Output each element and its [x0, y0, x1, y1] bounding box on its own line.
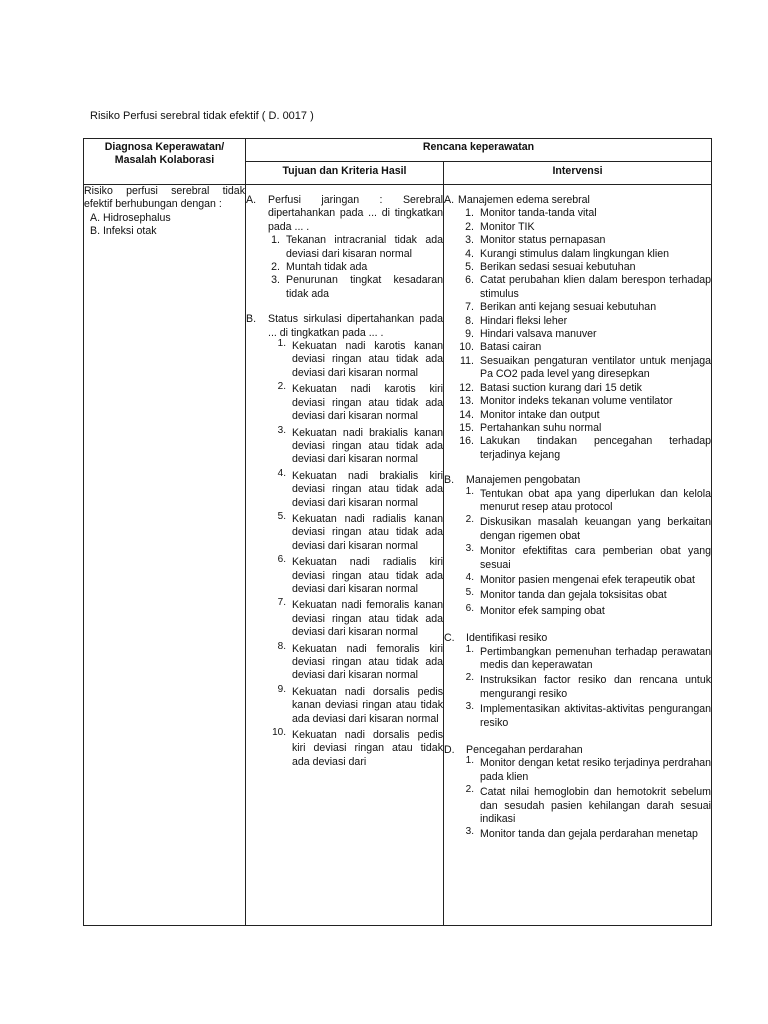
intervensi-item [444, 207, 711, 220]
tujuan-section-letter: A. [246, 194, 257, 206]
intervensi-text: Batasi suction kurang dari 15 detik [480, 381, 642, 394]
criteria-number: 5. [277, 510, 286, 522]
criteria-number: 9. [277, 683, 286, 695]
intervensi-text: Monitor efektifitas cara pemberian obat yang sesuai [480, 545, 712, 571]
intervensi-item [444, 328, 711, 341]
intervensi-item [444, 301, 711, 314]
intervensi-section-letter: A. [444, 194, 455, 206]
intervensi-text: Hindari valsava manuver [480, 328, 597, 341]
intervensi-number: 1. [465, 755, 474, 767]
criteria-number: 2. [277, 381, 286, 393]
intervensi-item [444, 516, 711, 543]
intervensi-item-list [444, 757, 711, 841]
intervensi-item [444, 395, 711, 408]
intervensi-text: Monitor tanda-tanda vital [480, 207, 597, 220]
tujuan-criteria-item [246, 640, 443, 683]
intervensi-item [444, 382, 711, 395]
tujuan-criteria-item [246, 234, 443, 261]
tujuan-section-heading [246, 194, 443, 234]
intervensi-text: Implementasikan aktivitas-aktivitas pengurangan resiko [480, 703, 712, 729]
tujuan-criteria-item [246, 467, 443, 510]
header-intervensi-label: Intervensi [552, 165, 603, 177]
intervensi-text: Monitor efek samping obat [480, 604, 605, 617]
criteria-number: 3. [271, 274, 280, 287]
section-gap [444, 620, 711, 632]
intervensi-text: Monitor intake dan output [480, 408, 600, 421]
section-gap [246, 301, 443, 313]
intervensi-text: Monitor TIK [480, 220, 535, 233]
criteria-number: 1. [271, 234, 280, 247]
intervensi-number: 1. [465, 643, 474, 655]
intervensi-section-title: Pencegahan perdarahan [466, 744, 583, 757]
tujuan-criteria-list [246, 234, 443, 301]
intervensi-number: 12. [459, 381, 474, 394]
tujuan-criteria-item [246, 340, 443, 380]
intervensi-item [444, 571, 711, 587]
intervensi-item [444, 828, 711, 841]
header-rencana-label: Rencana keperawatan [422, 141, 535, 153]
intervensi-text: Monitor pasien mengenai efek terapeutik obat [480, 573, 695, 586]
intervensi-number: 8. [465, 314, 474, 327]
tujuan-list [246, 194, 443, 769]
intervensi-item [444, 409, 711, 422]
intervensi-number: 4. [465, 247, 474, 260]
intervensi-item [444, 643, 712, 673]
intervensi-item [444, 757, 711, 784]
intervensi-item [444, 786, 711, 826]
tujuan-section-letter: B. [246, 313, 257, 326]
intervensi-item [444, 341, 711, 354]
criteria-text: Kekuatan nadi brakialis kiri deviasi ringan atau tidak ada deviasi dari kisaran normal [292, 469, 443, 509]
intervensi-number: 14. [459, 408, 474, 421]
tujuan-criteria-item [246, 556, 443, 596]
intervensi-number: 4. [465, 571, 474, 583]
intervensi-text: Diskusikan masalah keuangan yang berkaitan dengan rigemen obat [480, 516, 712, 542]
intervensi-item [444, 545, 711, 572]
criteria-text: Muntah tidak ada [286, 261, 368, 274]
intervensi-text: Instruksikan factor resiko dan rencana untuk mengurangi resiko [480, 674, 712, 700]
intervensi-section-heading [444, 474, 711, 487]
intervensi-text: Monitor status pernapasan [480, 234, 606, 247]
intervensi-text: Monitor tanda dan gejala perdarahan menetap [480, 828, 698, 841]
criteria-text: Kekuatan nadi femoralis kanan deviasi ringan atau tidak ada deviasi dari kisaran normal [292, 599, 443, 639]
tujuan-section-text: Status sirkulasi dipertahankan pada ... di tingkatkan pada ... . [268, 313, 443, 339]
intervensi-item [444, 602, 711, 618]
intervensi-section-letter: C. [444, 632, 455, 645]
intervensi-text: Pertimbangkan pemenuhan terhadap perawatan medis dan keperawatan [480, 645, 712, 671]
intervensi-number: 9. [465, 328, 474, 341]
diagnosa-item: A. Hidrosephalus [90, 211, 171, 224]
tujuan-criteria-item [246, 599, 443, 639]
intervensi-number: 15. [459, 421, 474, 434]
intervensi-number: 16. [459, 435, 474, 448]
intervensi-number: 7. [465, 301, 474, 314]
intervensi-text: Tentukan obat apa yang diperlukan dan kelola menurut resep atau protocol [480, 487, 712, 513]
criteria-number: 8. [277, 640, 286, 652]
diagnosa-cell [84, 185, 246, 926]
criteria-text: Kekuatan nadi radialis kanan deviasi ringan atau tidak ada deviasi dari kisaran normal [292, 512, 443, 552]
intervensi-section-heading [444, 194, 711, 207]
intervensi-text: Pertahankan suhu normal [480, 421, 602, 434]
intervensi-text: Monitor tanda dan gejala toksisitas obat [480, 589, 667, 602]
intervensi-list [444, 194, 711, 842]
intervensi-section-title: Identifikasi resiko [466, 632, 548, 645]
tujuan-criteria-item [246, 729, 443, 769]
intervensi-text: Berikan anti kejang sesuai kebutuhan [480, 301, 657, 314]
tujuan-criteria-item [246, 510, 443, 553]
intervensi-text: Kurangi stimulus dalam lingkungan klien [480, 247, 670, 260]
intervensi-section-title: Manajemen edema serebral [458, 194, 590, 206]
intervensi-item [444, 703, 711, 730]
intervensi-cell [444, 185, 712, 926]
criteria-number: 10. [272, 727, 286, 739]
criteria-text: Kekuatan nadi dorsalis pedis kiri deviasi ringan atau tidak ada deviasi dari [292, 729, 443, 768]
criteria-number: 6. [277, 554, 286, 566]
intervensi-section-title: Manajemen pengobatan [466, 474, 581, 487]
tujuan-section-heading [246, 313, 443, 340]
tujuan-cell [246, 185, 444, 926]
intervensi-item [444, 274, 711, 301]
intervensi-text: Monitor dengan ketat resiko terjadinya perdrahan pada klien [480, 757, 712, 783]
intervensi-section-letter: D. [444, 744, 455, 757]
intervensi-text: Monitor indeks tekanan volume ventilator [480, 395, 673, 408]
intervensi-number: 6. [465, 274, 474, 287]
intervensi-item [444, 221, 711, 234]
intervensi-number: 3. [465, 234, 474, 247]
intervensi-item [444, 485, 712, 515]
criteria-number: 1. [277, 338, 286, 350]
intervensi-number: 5. [465, 587, 474, 599]
intervensi-text: Hindari fleksi leher [480, 314, 568, 327]
criteria-text: Kekuatan nadi femoralis kiri deviasi ringan atau tidak ada deviasi dari kisaran normal [292, 642, 443, 682]
tujuan-criteria-item [246, 274, 443, 301]
intervensi-item-list [444, 207, 711, 462]
criteria-text: Tekanan intracranial tidak ada deviasi dari kisaran normal [286, 234, 443, 260]
intervensi-number: 3. [465, 826, 474, 838]
criteria-text: Penurunan tingkat kesadaran tidak ada [286, 274, 443, 300]
tujuan-criteria-list [246, 340, 443, 769]
header-row-1 [84, 139, 712, 162]
intervensi-number: 2. [465, 514, 474, 526]
intervensi-number: 2. [465, 672, 474, 684]
criteria-number: 3. [277, 424, 286, 436]
intervensi-number: 5. [465, 261, 474, 274]
intervensi-item [444, 435, 711, 462]
header-tujuan [246, 162, 444, 185]
intervensi-number: 1. [465, 485, 474, 497]
care-plan-table [83, 138, 712, 926]
intervensi-text: Berikan sedasi sesuai kebutuhan [480, 261, 636, 274]
intervensi-number: 10. [459, 341, 474, 354]
intervensi-text: Lakukan tindakan pencegahan terhadap terjadinya kejang [480, 435, 712, 461]
criteria-number: 7. [277, 597, 286, 609]
intervensi-section-heading [444, 744, 711, 757]
intervensi-item [444, 422, 711, 435]
intervensi-item [444, 261, 711, 274]
section-gap [444, 462, 711, 474]
intervensi-number: 6. [465, 602, 474, 614]
criteria-text: Kekuatan nadi dorsalis pedis kanan deviasi ringan atau tidak ada deviasi dari kisaran normal [292, 685, 443, 725]
intervensi-number: 13. [459, 395, 474, 408]
intervensi-item [444, 589, 711, 602]
intervensi-item [444, 234, 711, 247]
criteria-text: Kekuatan nadi radialis kiri deviasi ringan atau tidak ada deviasi dari kisaran normal [292, 556, 443, 595]
tujuan-section-text: Perfusi jaringan : Serebral dipertahankan pada ... di tingkatkan pada ... . [268, 194, 443, 233]
intervensi-text: Catat perubahan klien dalam berespon terhadap stimulus [480, 274, 712, 300]
diagnosa-item: B. Infeksi otak [90, 225, 157, 238]
section-gap [444, 732, 711, 744]
criteria-number: 2. [271, 261, 280, 274]
header-tujuan-label: Tujuan dan Kriteria Hasil [282, 165, 407, 177]
tujuan-criteria-item [246, 383, 443, 423]
intervensi-item-list [444, 485, 712, 619]
header-intervensi [444, 162, 712, 185]
intervensi-item-list [444, 643, 712, 730]
intervensi-item [444, 315, 711, 328]
tujuan-criteria-item [246, 424, 443, 467]
header-diagnosa-label: Diagnosa Keperawatan/ Masalah Kolaborasi [104, 141, 225, 166]
header-rencana [246, 139, 712, 162]
intervensi-section-heading [444, 632, 711, 645]
intervensi-number: 2. [465, 784, 474, 796]
header-diagnosa [84, 139, 246, 185]
criteria-number: 4. [277, 467, 286, 479]
criteria-text: Kekuatan nadi karotis kanan deviasi ringan atau tidak ada deviasi dari kisaran normal [292, 340, 443, 379]
tujuan-criteria-item [246, 261, 443, 274]
criteria-text: Kekuatan nadi karotis kiri deviasi ringan atau tidak ada deviasi dari kisaran normal [292, 383, 443, 423]
criteria-text: Kekuatan nadi brakialis kanan deviasi ringan atau tidak ada deviasi dari kisaran normal [292, 426, 443, 466]
intervensi-number: 3. [465, 701, 474, 713]
intervensi-text: Batasi cairan [480, 341, 542, 354]
intervensi-item [444, 355, 711, 382]
intervensi-number: 3. [465, 543, 474, 555]
intervensi-item [444, 674, 711, 701]
content-row [84, 185, 712, 926]
intervensi-number: 11. [460, 354, 474, 367]
intervensi-text: Catat nilai hemoglobin dan hemotokrit sebelum dan sesudah pasien kehilangan darah sesuai indikasi [480, 786, 712, 826]
intervensi-text: Sesuaikan pengaturan ventilator untuk menjaga Pa CO2 pada level yang diresepkan [480, 354, 712, 381]
intervensi-number: 1. [465, 207, 474, 220]
document-title: Risiko Perfusi serebral tidak efektif ( D. 0017 ) [90, 110, 314, 122]
intervensi-number: 2. [465, 220, 474, 233]
intervensi-item [444, 248, 711, 261]
intervensi-section-letter: B. [444, 474, 455, 487]
diagnosa-text: Risiko perfusi serebral tidak efektif berhubungan dengan : [84, 185, 245, 211]
tujuan-criteria-item [246, 683, 443, 726]
